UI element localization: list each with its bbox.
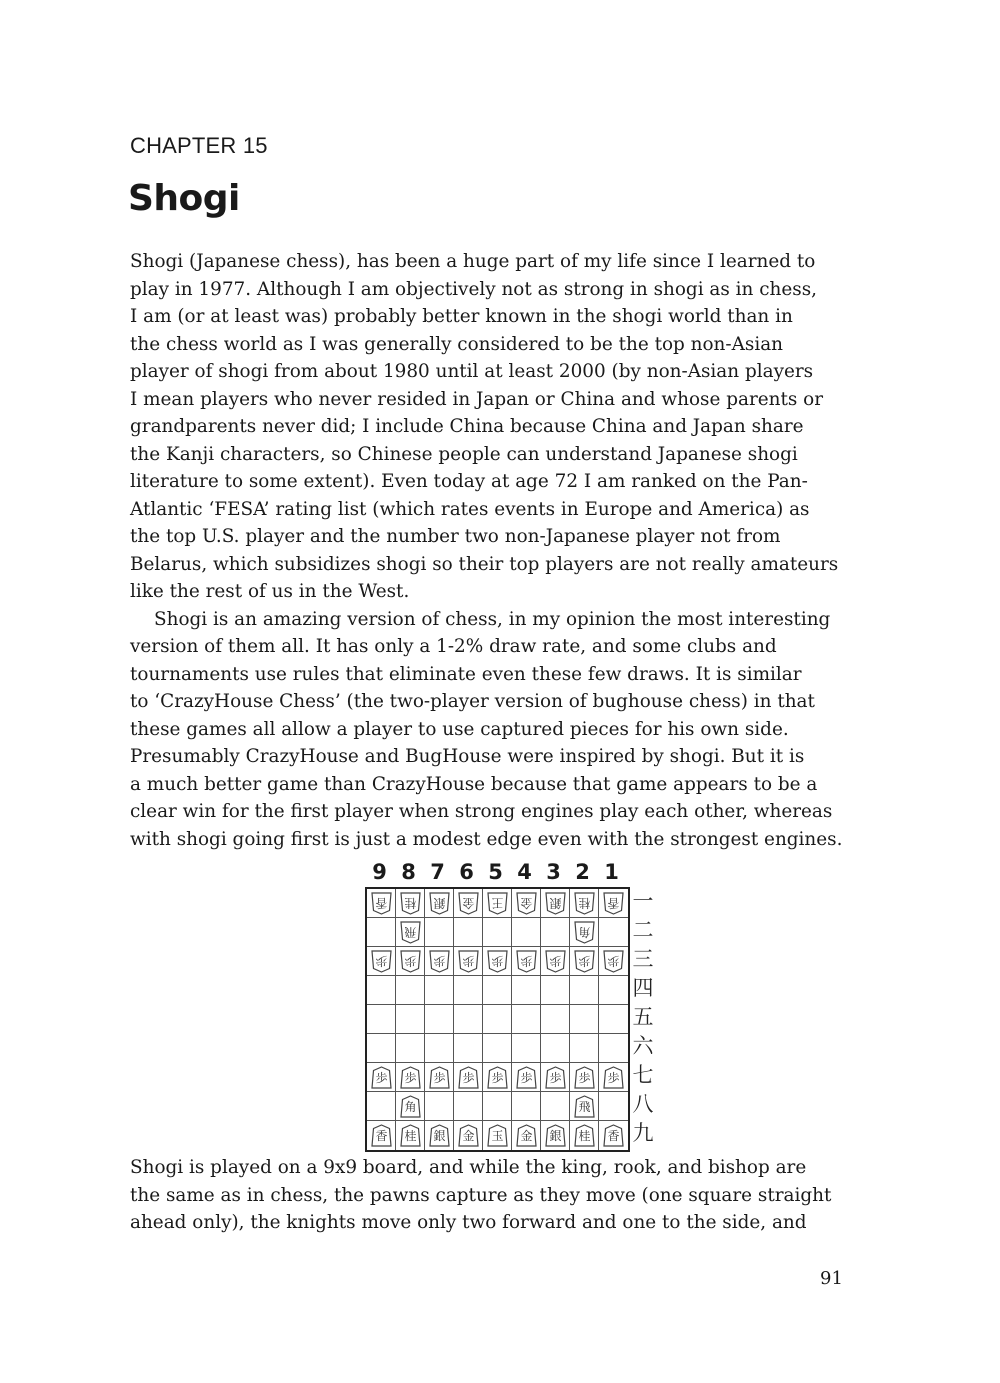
piece-label: 歩 xyxy=(404,954,417,968)
shogi-piece xyxy=(487,950,508,973)
board-square xyxy=(570,1034,599,1063)
text-line: I am (or at least was) probably better known in the shogi world than in xyxy=(130,306,793,327)
piece-label: 香 xyxy=(607,1129,620,1143)
column-label: 4 xyxy=(517,860,532,884)
board-square xyxy=(512,1034,541,1063)
shogi-piece xyxy=(545,1124,566,1147)
text-line: I mean players who never resided in Japan or China and whose parents or xyxy=(130,388,824,410)
board-square xyxy=(570,1063,599,1092)
board-square xyxy=(425,976,454,1005)
board-square xyxy=(396,947,425,976)
board-square xyxy=(454,947,483,976)
shogi-board-figure xyxy=(360,860,660,1152)
shogi-piece xyxy=(574,921,595,944)
shogi-board xyxy=(365,887,630,1152)
piece-label: 飛 xyxy=(578,1100,591,1114)
piece-label: 角 xyxy=(578,925,591,939)
piece-label: 王 xyxy=(491,896,504,910)
text-line: Shogi is played on a 9x9 board, and while the king, rook, and bishop are xyxy=(130,1157,807,1178)
board-square xyxy=(454,918,483,947)
board-square xyxy=(425,1121,454,1150)
piece-label: 香 xyxy=(375,896,388,910)
shogi-piece xyxy=(371,1124,392,1147)
piece-label: 歩 xyxy=(607,1071,620,1085)
shogi-piece xyxy=(458,892,479,915)
board-square xyxy=(570,1005,599,1034)
text-line: grandparents never did; I include China because China and Japan share xyxy=(130,416,804,437)
board-square xyxy=(367,889,396,918)
board-square xyxy=(599,947,628,976)
shogi-piece xyxy=(371,892,392,915)
row-label: 六 xyxy=(632,1034,654,1058)
column-label: 7 xyxy=(430,860,445,884)
board-square xyxy=(367,918,396,947)
piece-label: 銀 xyxy=(433,896,446,910)
shogi-piece xyxy=(603,1124,624,1147)
piece-label: 歩 xyxy=(578,954,591,968)
board-square xyxy=(570,918,599,947)
piece-label: 歩 xyxy=(433,1071,446,1085)
text-line: a much better game than CrazyHouse because that game appears to be a xyxy=(130,773,818,795)
piece-label: 桂 xyxy=(578,1129,591,1143)
board-square xyxy=(599,1092,628,1121)
piece-label: 歩 xyxy=(462,954,475,968)
shogi-piece xyxy=(429,892,450,915)
board-square xyxy=(570,976,599,1005)
piece-label: 歩 xyxy=(404,1071,417,1085)
shogi-piece xyxy=(400,950,421,973)
board-square xyxy=(570,889,599,918)
text-line: player of shogi from about 1980 until at least 2000 (by non-Asian players xyxy=(130,361,814,382)
board-square xyxy=(396,918,425,947)
board-square xyxy=(425,918,454,947)
board-square xyxy=(512,1121,541,1150)
board-square xyxy=(367,1034,396,1063)
board-square xyxy=(599,1034,628,1063)
piece-label: 香 xyxy=(375,1129,388,1143)
board-square xyxy=(541,1034,570,1063)
board-square xyxy=(454,1063,483,1092)
text-line: Atlantic ‘FESA’ rating list (which rates events in Europe and America) as xyxy=(130,498,810,520)
board-square xyxy=(396,976,425,1005)
board-square xyxy=(367,976,396,1005)
shogi-piece xyxy=(574,950,595,973)
board-square xyxy=(512,1005,541,1034)
piece-label: 歩 xyxy=(375,954,388,968)
text-line: to ‘CrazyHouse Chess’ (the two-player version of bughouse chess) in that xyxy=(130,691,815,712)
board-square xyxy=(425,889,454,918)
row-label: 三 xyxy=(632,947,654,971)
shogi-piece xyxy=(400,892,421,915)
board-square xyxy=(599,1121,628,1150)
piece-label: 金 xyxy=(520,1129,533,1143)
board-square xyxy=(483,976,512,1005)
board-square xyxy=(454,1121,483,1150)
shogi-piece xyxy=(487,1066,508,1089)
piece-label: 角 xyxy=(404,1100,417,1114)
piece-label: 歩 xyxy=(549,1071,562,1085)
piece-label: 桂 xyxy=(578,896,591,910)
piece-label: 歩 xyxy=(491,954,504,968)
text-line: like the rest of us in the West. xyxy=(130,581,410,602)
board-square xyxy=(541,889,570,918)
board-square xyxy=(425,1034,454,1063)
board-square xyxy=(512,1063,541,1092)
row-label: 五 xyxy=(632,1005,654,1029)
board-square xyxy=(570,1121,599,1150)
board-square xyxy=(454,1005,483,1034)
board-square xyxy=(396,1063,425,1092)
piece-label: 桂 xyxy=(404,1129,417,1143)
board-square xyxy=(483,889,512,918)
shogi-piece xyxy=(603,892,624,915)
shogi-piece xyxy=(545,892,566,915)
board-square xyxy=(367,947,396,976)
shogi-piece xyxy=(429,1066,450,1089)
text-line: the same as in chess, the pawns capture as they move (one square straight xyxy=(130,1184,832,1206)
board-square xyxy=(599,889,628,918)
board-square xyxy=(599,1063,628,1092)
shogi-piece xyxy=(487,892,508,915)
row-label: 九 xyxy=(632,1121,654,1145)
shogi-piece xyxy=(516,892,537,915)
shogi-piece xyxy=(400,1066,421,1089)
board-square xyxy=(454,1092,483,1121)
text-line: play in 1977. Although I am objectively not as strong in shogi as in chess, xyxy=(130,278,817,300)
column-label: 9 xyxy=(372,860,387,884)
board-square xyxy=(425,1005,454,1034)
board-square xyxy=(425,947,454,976)
shogi-piece xyxy=(487,1124,508,1147)
chapter-title: Shogi xyxy=(128,178,240,219)
text-line: Shogi (Japanese chess), has been a huge part of my life since I learned to xyxy=(130,251,816,272)
text-line: the Kanji characters, so Chinese people can understand Japanese shogi xyxy=(130,443,798,465)
shogi-piece xyxy=(574,1066,595,1089)
board-square xyxy=(541,1121,570,1150)
row-label: 七 xyxy=(632,1063,654,1087)
piece-label: 銀 xyxy=(549,896,562,910)
shogi-piece xyxy=(574,1124,595,1147)
shogi-piece xyxy=(400,1095,421,1118)
shogi-piece xyxy=(574,892,595,915)
row-label: 二 xyxy=(632,918,654,942)
paragraph-3 xyxy=(130,1154,875,1237)
text-line: the chess world as I was generally considered to be the top non-Asian xyxy=(130,333,784,355)
piece-label: 歩 xyxy=(462,1071,475,1085)
text-line: Belarus, which subsidizes shogi so their top players are not really amateurs xyxy=(130,553,839,575)
piece-label: 飛 xyxy=(404,925,417,939)
piece-label: 桂 xyxy=(404,896,417,910)
piece-label: 金 xyxy=(462,896,475,910)
shogi-piece xyxy=(545,950,566,973)
text-line: clear win for the first player when strong engines play each other, whereas xyxy=(130,801,833,822)
piece-label: 歩 xyxy=(491,1071,504,1085)
piece-label: 歩 xyxy=(375,1071,388,1085)
row-label: 四 xyxy=(632,976,654,1000)
board-square xyxy=(541,947,570,976)
board-square xyxy=(512,918,541,947)
board-square xyxy=(454,1034,483,1063)
row-label: 一 xyxy=(632,889,654,913)
column-label: 5 xyxy=(488,860,503,884)
board-square xyxy=(512,1092,541,1121)
piece-label: 歩 xyxy=(549,954,562,968)
text-line: with shogi going first is just a modest edge even with the strongest engines. xyxy=(130,828,843,850)
board-square xyxy=(483,1121,512,1150)
shogi-piece xyxy=(516,1066,537,1089)
board-square xyxy=(396,1121,425,1150)
board-square xyxy=(367,1005,396,1034)
shogi-piece xyxy=(400,921,421,944)
shogi-piece xyxy=(458,1124,479,1147)
text-line: tournaments use rules that eliminate even these few draws. It is similar xyxy=(130,663,802,685)
column-label: 6 xyxy=(459,860,474,884)
board-square xyxy=(425,1092,454,1121)
board-square xyxy=(599,976,628,1005)
shogi-piece xyxy=(574,1095,595,1118)
board-square xyxy=(483,1005,512,1034)
board-square xyxy=(483,1092,512,1121)
piece-label: 玉 xyxy=(491,1129,504,1143)
board-square xyxy=(570,1092,599,1121)
board-square xyxy=(599,1005,628,1034)
shogi-piece xyxy=(603,1066,624,1089)
chapter-label: CHAPTER 15 xyxy=(130,133,268,158)
board-square xyxy=(483,947,512,976)
board-square xyxy=(483,918,512,947)
row-label: 八 xyxy=(632,1092,654,1116)
board-square xyxy=(570,947,599,976)
column-label: 1 xyxy=(604,860,619,884)
board-square xyxy=(541,1005,570,1034)
board-square xyxy=(367,1121,396,1150)
shogi-piece xyxy=(429,950,450,973)
paragraph-1 xyxy=(130,248,875,853)
shogi-piece xyxy=(429,1124,450,1147)
board-square xyxy=(367,1063,396,1092)
board-square xyxy=(454,976,483,1005)
piece-label: 金 xyxy=(462,1129,475,1143)
board-square xyxy=(541,1092,570,1121)
board-square xyxy=(425,1063,454,1092)
board-square xyxy=(541,1063,570,1092)
board-column-labels xyxy=(365,860,626,886)
text-line: the top U.S. player and the number two non-Japanese player not from xyxy=(130,526,781,547)
shogi-piece xyxy=(400,1124,421,1147)
board-square xyxy=(396,1092,425,1121)
shogi-piece xyxy=(458,950,479,973)
shogi-piece xyxy=(516,1124,537,1147)
piece-label: 歩 xyxy=(433,954,446,968)
text-line: Presumably CrazyHouse and BugHouse were inspired by shogi. But it is xyxy=(130,746,805,767)
column-label: 3 xyxy=(546,860,561,884)
piece-label: 銀 xyxy=(433,1129,446,1143)
shogi-piece xyxy=(371,950,392,973)
column-label: 8 xyxy=(401,860,416,884)
shogi-piece xyxy=(545,1066,566,1089)
column-label: 2 xyxy=(575,860,590,884)
text-line: Shogi is an amazing version of chess, in my opinion the most interesting xyxy=(154,608,831,630)
piece-label: 香 xyxy=(607,896,620,910)
board-square xyxy=(541,976,570,1005)
shogi-piece xyxy=(516,950,537,973)
board-square xyxy=(367,1092,396,1121)
board-square xyxy=(541,918,570,947)
piece-label: 銀 xyxy=(549,1129,562,1143)
text-line: ahead only), the knights move only two forward and one to the side, and xyxy=(130,1212,807,1233)
board-row-labels xyxy=(628,887,658,1151)
piece-label: 歩 xyxy=(520,954,533,968)
board-square xyxy=(396,1034,425,1063)
text-line: these games all allow a player to use captured pieces for his own side. xyxy=(130,718,789,740)
board-square xyxy=(512,976,541,1005)
board-square xyxy=(483,1063,512,1092)
board-square xyxy=(512,889,541,918)
shogi-piece xyxy=(603,950,624,973)
piece-label: 歩 xyxy=(578,1071,591,1085)
piece-label: 歩 xyxy=(520,1071,533,1085)
shogi-piece xyxy=(458,1066,479,1089)
board-square xyxy=(454,889,483,918)
piece-label: 金 xyxy=(520,896,533,910)
page-number: 91 xyxy=(820,1268,843,1289)
board-square xyxy=(599,918,628,947)
board-square xyxy=(512,947,541,976)
text-line: version of them all. It has only a 1-2% draw rate, and some clubs and xyxy=(130,636,777,657)
piece-label: 歩 xyxy=(607,954,620,968)
board-square xyxy=(396,889,425,918)
text-line: literature to some extent). Even today at age 72 I am ranked on the Pan- xyxy=(130,471,808,492)
board-square xyxy=(483,1034,512,1063)
board-square xyxy=(396,1005,425,1034)
shogi-piece xyxy=(371,1066,392,1089)
